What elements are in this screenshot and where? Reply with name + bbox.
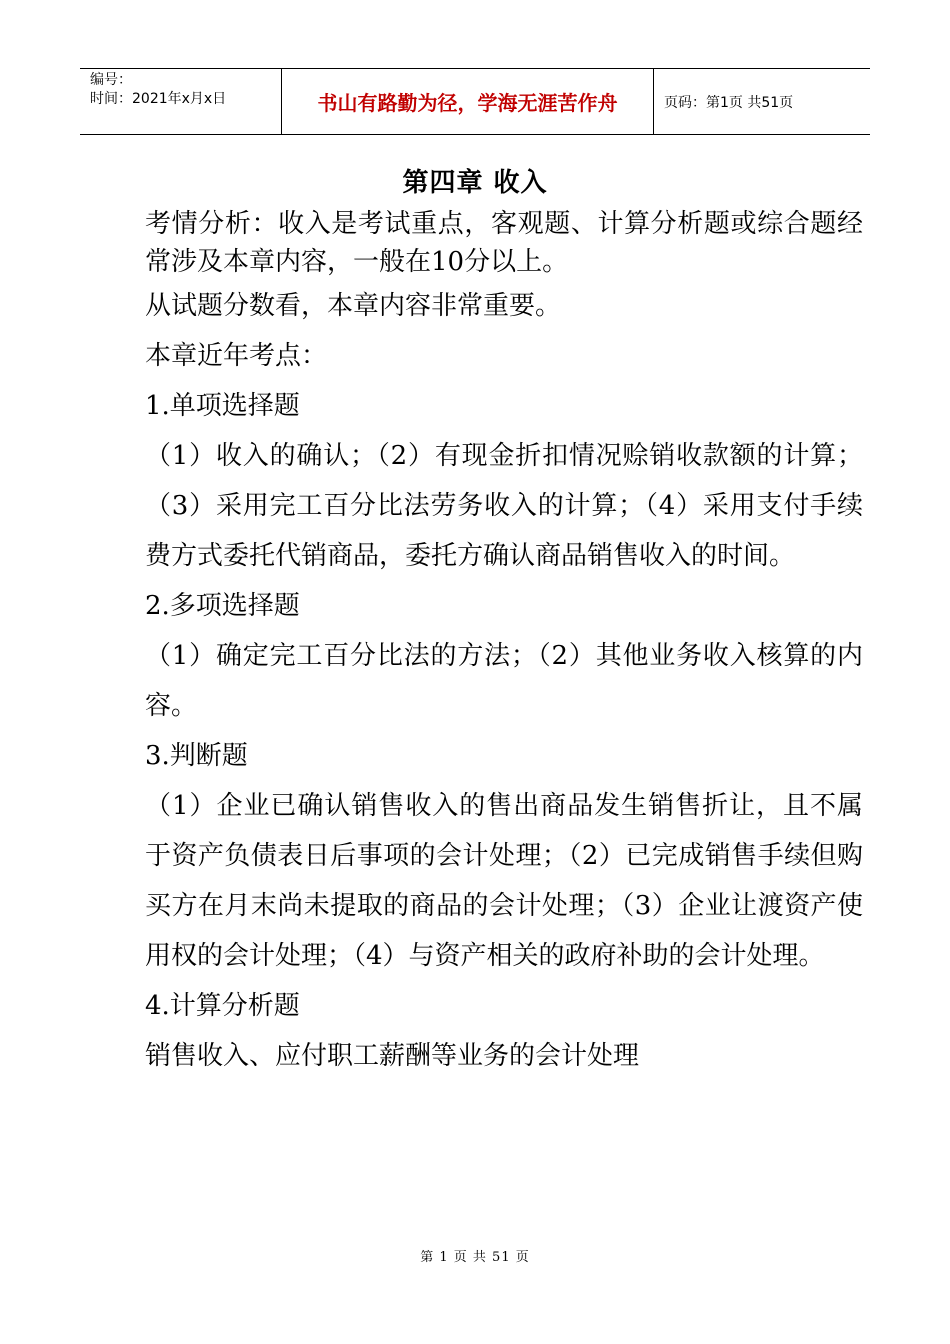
number-label: 编号：	[90, 72, 132, 88]
header-motto: 书山有路勤为径，学海无涯苦作舟	[282, 69, 654, 134]
header-page-info: 页码：第1页 共51页	[664, 94, 794, 111]
single-choice-points: （1）收入的确认；（2）有现金折扣情况赊销收款额的计算；（3）采用完工百分比法劳务收入的计算；（4）采用支付手续费方式委托代销商品，委托方确认商品销售收入的时间。	[145, 441, 863, 571]
section-heading-multiple-choice: 2.多项选择题	[145, 591, 300, 621]
exam-analysis-paragraph: 考情分析：收入是考试重点，客观题、计算分析题或综合题经常涉及本章内容，一般在10分以上。	[145, 209, 863, 277]
section-heading-true-false: 3.判断题	[145, 741, 248, 771]
section-heading-calculation: 4.计算分析题	[145, 991, 300, 1021]
multiple-choice-points: （1）确定完工百分比法的方法；（2）其他业务收入核算的内容。	[145, 641, 863, 721]
page-footer: 第 1 页 共 51 页	[420, 1250, 530, 1265]
page-header	[80, 68, 870, 135]
true-false-points: （1）企业已确认销售收入的售出商品发生销售折让，且不属于资产负债表日后事项的会计处理；（2）已完成销售手续但购买方在月末尚未提取的商品的会计处理；（3）企业让渡资产使用权的会计处理；（4）与资产相关的政府补助的会计处理。	[145, 791, 863, 971]
calculation-points: 销售收入、应付职工薪酬等业务的会计处理	[145, 1041, 640, 1071]
section-heading-single-choice: 1.单项选择题	[145, 391, 300, 421]
chapter-title: 第四章 收入	[402, 168, 548, 198]
importance-paragraph: 从试题分数看，本章内容非常重要。	[145, 291, 562, 321]
header-meta	[80, 69, 282, 134]
document-body	[145, 205, 863, 1081]
date-label: 时间：2021年x月x日	[90, 91, 227, 107]
key-points-heading: 本章近年考点：	[145, 341, 328, 371]
